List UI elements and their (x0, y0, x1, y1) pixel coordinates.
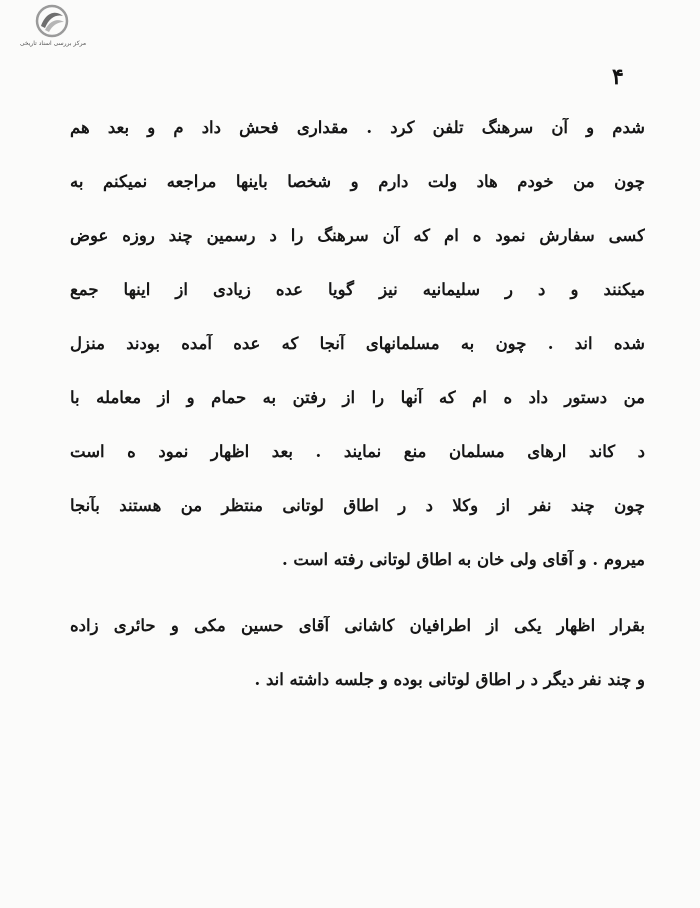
text-line: کسی سفارش نمود ه ام که آن سرهنگ را د رسمین چند روزه عوض (70, 226, 645, 245)
archive-logo (10, 4, 96, 52)
text-line: چون چند نفر از وکلا د ر اطاق لوتانی منتظر من هستند بآنجا (70, 496, 645, 515)
text-line: شده اند . چون به مسلمانهای آنجا که عده آمده بودند منزل (70, 334, 645, 353)
text-line: میروم . و آقای ولی خان به اطاق لوتانی رفته است . (281, 550, 645, 569)
archive-logo-icon (32, 4, 72, 40)
page-number: ۴ (612, 64, 624, 90)
text-line: میکنند و د ر سلیمانیه نیز گویا عده زیادی از اینها جمع (70, 280, 645, 299)
text-line: من دستور داد ه ام که آنها را از رفتن به حمام و از معامله با (70, 388, 645, 407)
text-line: و چند نفر دیگر د ر اطاق لوتانی بوده و جلسه داشته اند . (254, 670, 645, 689)
text-line: بقرار اظهار یکی از اطرافیان کاشانی آقای حسین مکی و حائری زاده (70, 616, 645, 635)
text-line: شدم و آن سرهنگ تلفن کرد . مقداری فحش داد م و بعد هم (70, 118, 645, 137)
archive-label: مرکز بررسی اسناد تاریخی (19, 40, 87, 47)
text-line: د کاند ارهای مسلمان منع نمایند . بعد اظهار نمود ه است (70, 442, 645, 461)
text-line: چون من خودم هاد ولت دارم و شخصا باینها مراجعه نمیکنم به (70, 172, 645, 191)
handwritten-text (70, 118, 645, 724)
